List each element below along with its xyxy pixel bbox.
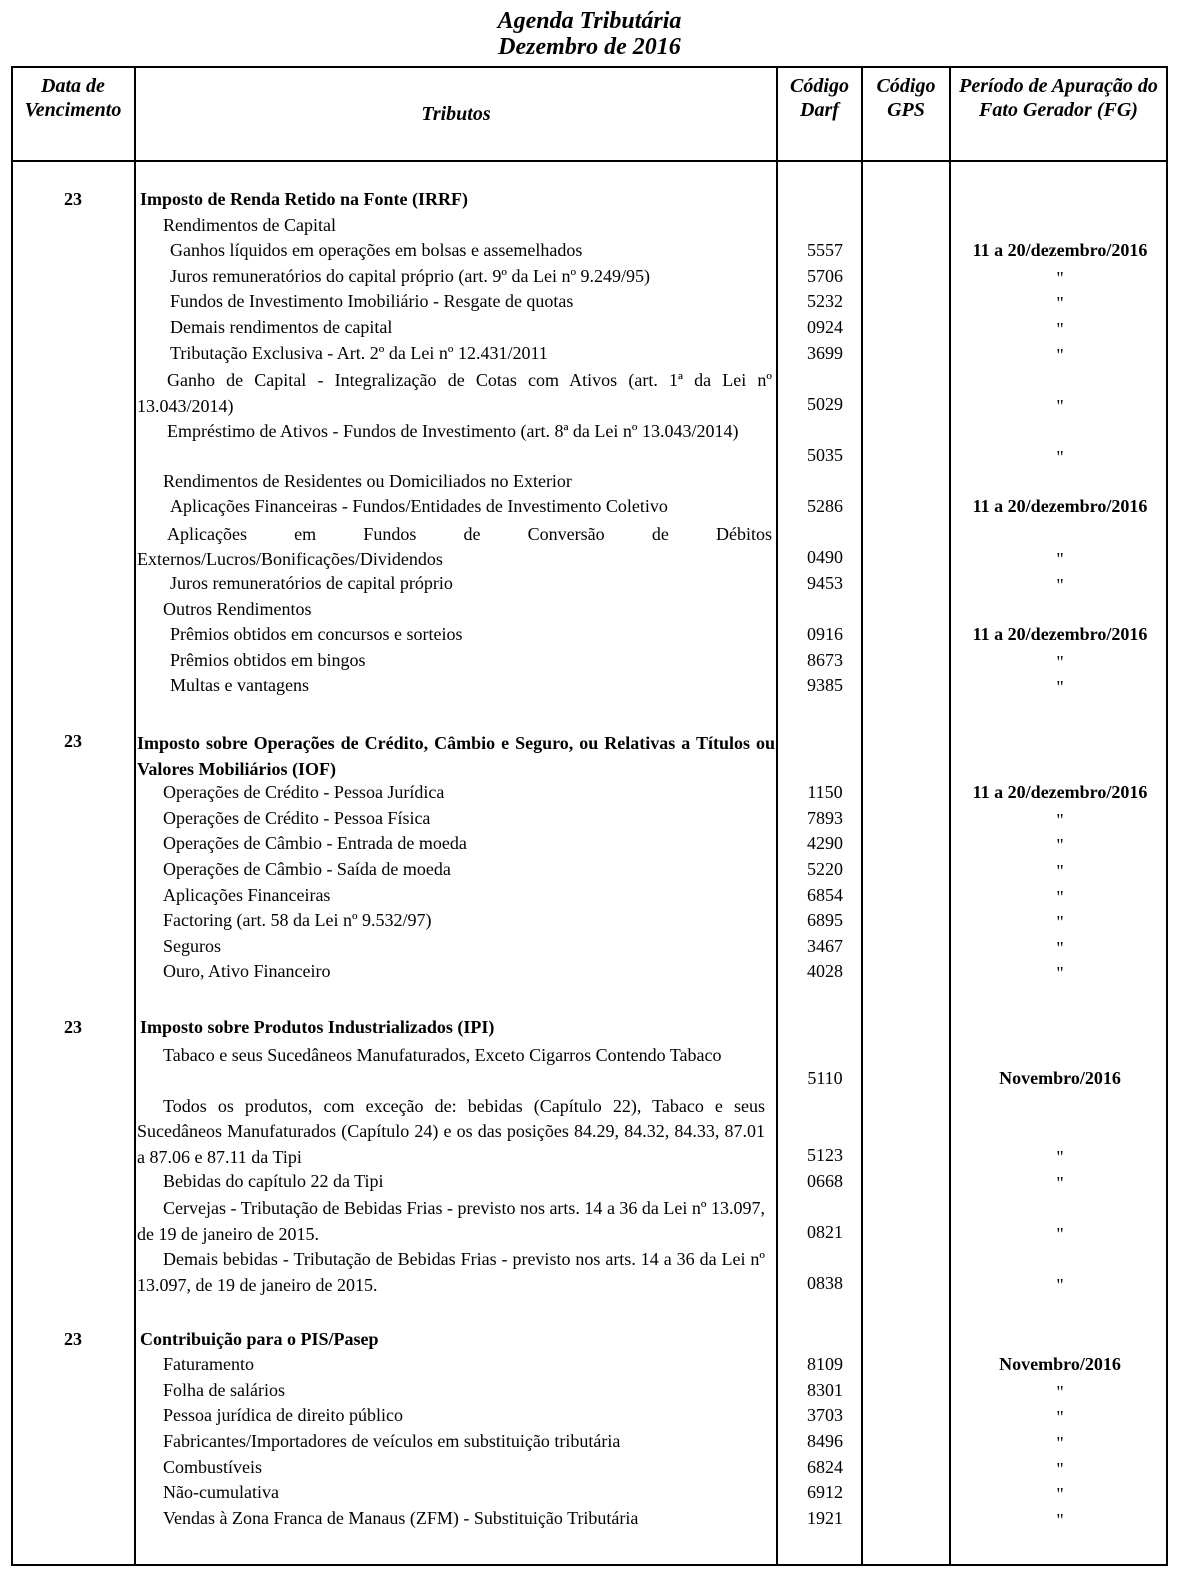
darf-code: 5123: [807, 1145, 843, 1165]
item-text: Cervejas - Tributação de Bebidas Frias - previsto nos arts. 14 a 36 da Lei nº 13.097, de 19 de janeiro de 2015.: [137, 1198, 765, 1244]
item-text: Operações de Crédito - Pessoa Jurídica: [163, 782, 445, 803]
divider: [861, 66, 863, 1566]
item-text: Operações de Câmbio - Entrada de moeda: [163, 833, 467, 854]
section-title: Imposto sobre Produtos Industrializados (IPI): [140, 1017, 495, 1037]
period: 11 a 20/dezembro/2016: [972, 240, 1148, 261]
item-text: Seguros: [163, 935, 221, 956]
item-text: Prêmios obtidos em bingos: [170, 649, 366, 670]
subgroup-title: Rendimentos de Residentes ou Domiciliados no Exterior: [163, 470, 572, 491]
period: ": [1056, 937, 1064, 958]
header-darf: Código Darf: [790, 75, 849, 121]
darf-code: 0668: [807, 1170, 843, 1191]
item-text: Vendas à Zona Franca de Manaus (ZFM) - Substituição Tributária: [163, 1507, 639, 1528]
darf-code: 5035: [807, 445, 843, 465]
period: ": [1056, 1433, 1064, 1453]
darf-code: 7893: [807, 807, 843, 828]
header-gps: Código GPS: [876, 75, 936, 121]
darf-code: 1150: [807, 782, 843, 803]
header-date: Data de Vencimento: [24, 75, 122, 121]
item-text: Não-cumulativa: [163, 1482, 279, 1503]
darf-code: 6824: [807, 1456, 843, 1477]
item-text: Tabaco e seus Sucedâneos Manufaturados, Exceto Cigarros Contendo Tabaco: [163, 1044, 722, 1065]
period: ": [1056, 267, 1064, 288]
item-text: Operações de Câmbio - Saída de moeda: [163, 859, 451, 879]
item-text: Prêmios obtidos em concursos e sorteios: [170, 624, 463, 645]
header-divider: [11, 160, 1168, 162]
page-title: Agenda Tributária: [497, 8, 682, 34]
darf-code: 5220: [807, 859, 843, 879]
item-text: Ouro, Ativo Financeiro: [163, 961, 331, 982]
item-text: Bebidas do capítulo 22 da Tipi: [163, 1170, 384, 1191]
header-periodo: Período de Apuração do Fato Gerador (FG): [959, 75, 1158, 121]
period: ": [1056, 886, 1064, 907]
period: ": [1056, 1458, 1064, 1479]
period: ": [1056, 1381, 1064, 1402]
due-date: 23: [64, 1328, 82, 1349]
subgroup-title: Rendimentos de Capital: [163, 214, 336, 235]
period: ": [1056, 319, 1064, 339]
darf-code: 5232: [807, 291, 843, 312]
darf-code: 5286: [807, 496, 843, 517]
darf-code: 5557: [807, 240, 843, 261]
darf-code: 6895: [807, 910, 843, 931]
darf-code: 5706: [807, 265, 843, 286]
period: ": [1056, 447, 1064, 467]
period: ": [1056, 1275, 1064, 1295]
period: ": [1056, 861, 1064, 881]
period: Novembro/2016: [999, 1068, 1121, 1089]
item-text: Demais bebidas - Tributação de Bebidas Frias - previsto nos arts. 14 a 36 da Lei nº 13.097, de 19 de janeiro de 2015.: [137, 1249, 765, 1295]
item-text: Juros remuneratórios do capital próprio (art. 9º da Lei nº 9.249/95): [170, 265, 651, 286]
section-title: Imposto de Renda Retido na Fonte (IRRF): [140, 189, 468, 209]
darf-code: 5029: [807, 393, 843, 414]
item-text: Aplicações Financeiras: [163, 884, 331, 905]
period: Novembro/2016: [999, 1354, 1121, 1375]
item-text: Combustíveis: [163, 1456, 263, 1477]
due-date: 23: [64, 1017, 82, 1037]
darf-code: 5110: [807, 1068, 843, 1089]
page-subtitle: Dezembro de 2016: [498, 34, 681, 60]
darf-code: 3703: [807, 1405, 843, 1426]
item-text: Faturamento: [163, 1354, 254, 1375]
item-text: Factoring (art. 58 da Lei nº 9.532/97): [163, 910, 432, 931]
period: ": [1056, 809, 1064, 830]
period: ": [1056, 912, 1064, 933]
item-text: Fabricantes/Importadores de veículos em substituição tributária: [163, 1431, 621, 1451]
item-text: Aplicações em Fundos de Conversão de Débitos Externos/Lucros/Bonificações/Dividendos: [137, 523, 772, 570]
item-text: Todos os produtos, com exceção de: bebidas (Capítulo 22), Tabaco e seus Sucedâneos Manufaturados (Capítulo 24) e os das posições 84.29, 84.32, 84.33, 87.01 a 87.06 e 87.11 da Tipi: [137, 1095, 765, 1167]
period: ": [1056, 1407, 1064, 1428]
due-date: 23: [64, 189, 82, 209]
darf-code: 3467: [807, 935, 843, 956]
item-text: Empréstimo de Ativos - Fundos de Investimento (art. 8ª da Lei nº 13.043/2014): [167, 421, 739, 442]
period: ": [1056, 963, 1064, 984]
period: ": [1056, 835, 1064, 856]
darf-code: 6854: [807, 884, 843, 905]
darf-code: 3699: [807, 342, 843, 363]
period: ": [1056, 575, 1064, 595]
darf-code: 0490: [807, 547, 843, 568]
item-text: Operações de Crédito - Pessoa Física: [163, 807, 431, 828]
section-title: Imposto sobre Operações de Crédito, Câmbio e Seguro, ou Relativas a Títulos ou Valores Mobiliários (IOF): [137, 733, 775, 779]
darf-code: 0924: [807, 317, 843, 337]
period: ": [1056, 1147, 1064, 1167]
divider: [949, 66, 951, 1566]
darf-code: 9385: [807, 675, 843, 696]
header-tributos: Tributos: [421, 103, 491, 125]
period: ": [1056, 1509, 1064, 1530]
subgroup-title: Outros Rendimentos: [163, 598, 312, 619]
item-text: Folha de salários: [163, 1379, 285, 1400]
period: ": [1056, 1484, 1064, 1505]
period: 11 a 20/dezembro/2016: [972, 624, 1148, 645]
due-date: 23: [64, 731, 82, 751]
period: ": [1056, 651, 1064, 672]
darf-code: 9453: [807, 573, 843, 593]
period: ": [1056, 1223, 1064, 1244]
section-title: Contribuição para o PIS/Pasep: [140, 1328, 379, 1349]
darf-code: 1921: [807, 1507, 843, 1528]
darf-code: 4290: [807, 833, 843, 854]
item-text: Ganhos líquidos em operações em bolsas e assemelhados: [170, 240, 583, 261]
period: ": [1056, 344, 1064, 365]
period: ": [1056, 549, 1064, 570]
item-text: Pessoa jurídica de direito público: [163, 1405, 403, 1426]
item-text: Ganho de Capital - Integralização de Cotas com Ativos (art. 1ª da Lei nº 13.043/2014): [137, 370, 772, 416]
period: ": [1056, 677, 1064, 698]
divider: [776, 66, 778, 1566]
darf-code: 0821: [807, 1221, 843, 1242]
darf-code: 8496: [807, 1431, 843, 1451]
item-text: Demais rendimentos de capital: [170, 317, 393, 337]
darf-code: 8109: [807, 1354, 843, 1375]
period: 11 a 20/dezembro/2016: [972, 496, 1148, 517]
item-text: Aplicações Financeiras - Fundos/Entidades de Investimento Coletivo: [170, 496, 668, 517]
darf-code: 6912: [807, 1482, 843, 1503]
darf-code: 0838: [807, 1273, 843, 1293]
darf-code: 8673: [807, 649, 843, 670]
darf-code: 0916: [807, 624, 843, 645]
darf-code: 4028: [807, 961, 843, 982]
darf-code: 8301: [807, 1379, 843, 1400]
period: ": [1056, 293, 1064, 314]
item-text: Juros remuneratórios de capital próprio: [170, 573, 453, 593]
period: ": [1056, 395, 1064, 416]
item-text: Multas e vantagens: [170, 675, 309, 696]
period: 11 a 20/dezembro/2016: [972, 782, 1148, 803]
period: ": [1056, 1172, 1064, 1193]
item-text: Tributação Exclusiva - Art. 2º da Lei nº 12.431/2011: [170, 342, 548, 363]
item-text: Fundos de Investimento Imobiliário - Resgate de quotas: [170, 291, 574, 312]
